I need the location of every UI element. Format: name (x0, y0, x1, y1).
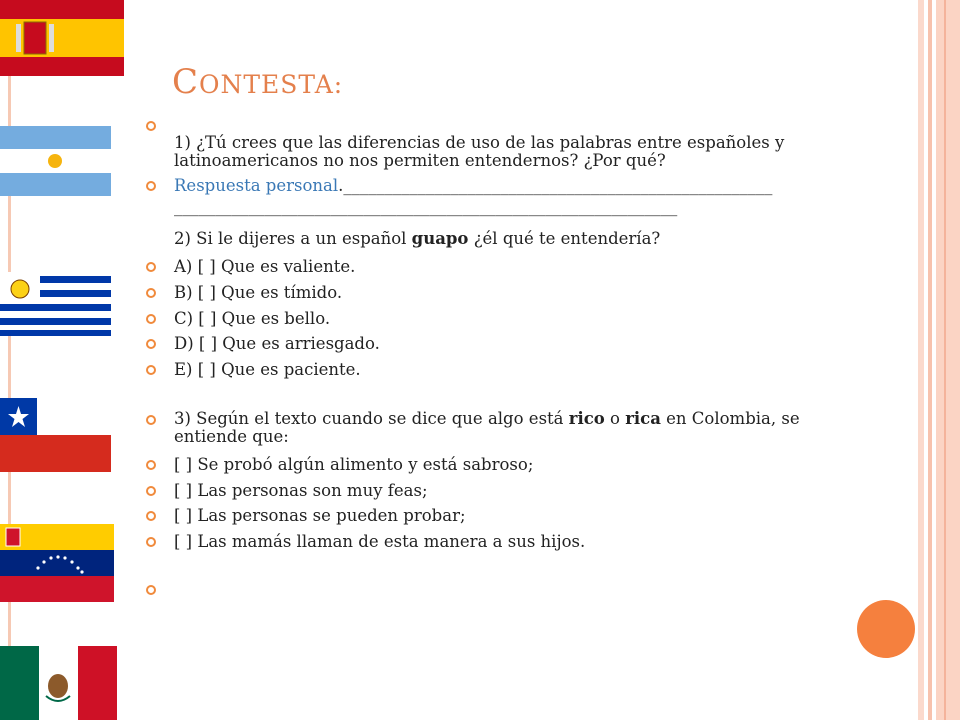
option-d: D) [ ] Que es arriesgado. (174, 334, 380, 353)
bullet-3 (146, 262, 156, 272)
bullet-5 (146, 314, 156, 324)
right-stripe-3 (936, 0, 960, 720)
bullet-8 (146, 415, 156, 425)
bullet-2 (146, 181, 156, 191)
answer-blank-2: _____________________________________________________________ (174, 197, 678, 216)
uruguay-flag (0, 272, 111, 336)
option-e: E) [ ] Que es paciente. (174, 360, 361, 379)
bullet-9 (146, 460, 156, 470)
question-1: 1) ¿Tú crees que las diferencias de uso de las palabras entre españoles y latinoamericanos no nos permiten entendernos? ¿Por qué? (174, 133, 785, 170)
bullet-10 (146, 486, 156, 496)
choice-2: [ ] Las personas son muy feas; (174, 481, 428, 500)
mexico-flag (0, 646, 117, 720)
left-border-line (8, 0, 11, 720)
choice-1: [ ] Se probó algún alimento y está sabroso; (174, 455, 534, 474)
argentina-flag (0, 126, 111, 196)
right-stripe-1 (918, 0, 924, 720)
choice-3: [ ] Las personas se pueden probar; (174, 506, 466, 525)
venezuela-flag (0, 524, 114, 602)
question-2: 2) Si le dijeres a un español guapo ¿él qué te entendería? (174, 229, 661, 248)
choice-4: [ ] Las mamás llaman de esta manera a sus hijos. (174, 532, 586, 551)
spain-flag (0, 0, 124, 76)
orange-circle-decoration (857, 600, 915, 658)
answer-blank-1: .____________________________________________________ (338, 176, 773, 195)
question-3: 3) Según el texto cuando se dice que algo está rico o rica en Colombia, se entiende que: (174, 409, 800, 446)
right-stripe-4 (944, 0, 946, 720)
slide-title: CONTESTA: (172, 62, 344, 102)
bullet-1 (146, 121, 156, 131)
bullet-6 (146, 339, 156, 349)
right-stripe-2 (928, 0, 932, 720)
bullet-11 (146, 511, 156, 521)
bullet-4 (146, 288, 156, 298)
bullet-7 (146, 365, 156, 375)
bullet-12 (146, 537, 156, 547)
bullet-13 (146, 585, 156, 595)
answer-line (174, 177, 772, 195)
answer-label: Respuesta personal (174, 176, 339, 195)
option-b: B) [ ] Que es tímido. (174, 283, 343, 302)
chile-flag (0, 398, 111, 472)
option-a: A) [ ] Que es valiente. (174, 257, 356, 276)
option-c: C) [ ] Que es bello. (174, 309, 331, 328)
